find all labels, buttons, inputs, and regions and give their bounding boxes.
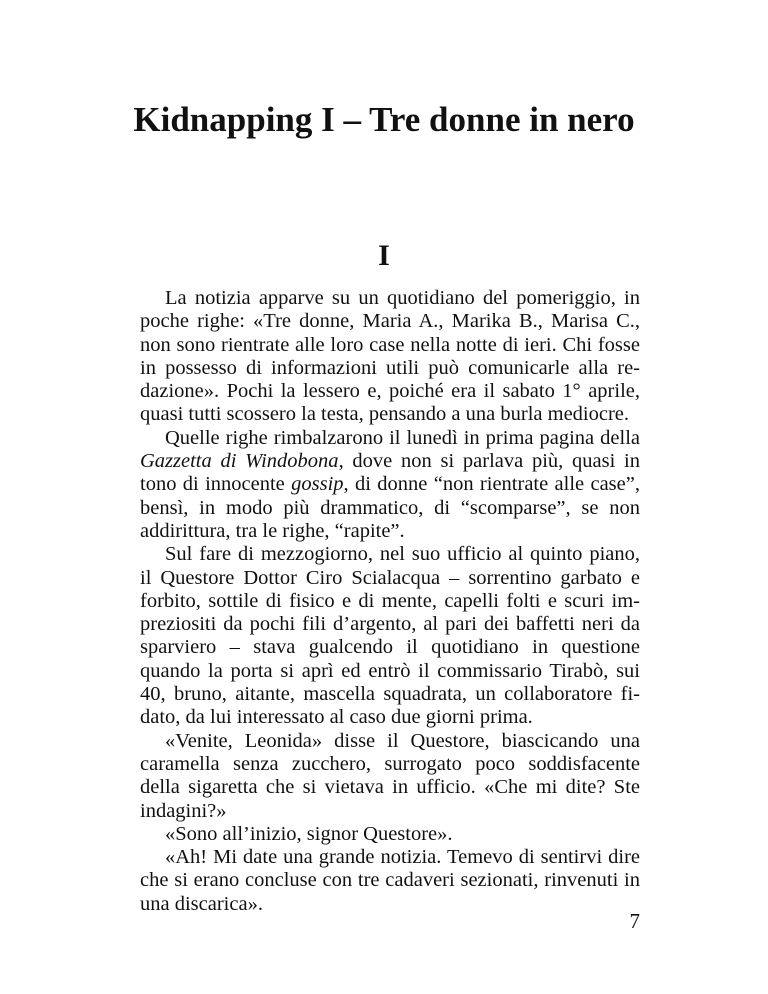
paragraph — [140, 846, 640, 916]
paragraph-text: , di donne “non rientrate alle case”, bensì, in modo più drammatico, di “scomparse”, se non addirittura, tra le righe, “rapite”. — [140, 473, 640, 542]
paragraph — [140, 730, 640, 823]
chapter-heading: I — [378, 239, 390, 272]
page-title: Kidnapping I – Tre donne in nero — [133, 100, 635, 139]
paragraph — [140, 287, 640, 427]
paragraph — [140, 543, 640, 729]
paragraph — [140, 427, 640, 543]
paragraph-text: «Ah! Mi date una grande notizia. Temevo di sentirvi dire che si erano concluse con tre cadaveri sezionati, rinvenuti in una discarica». — [140, 846, 640, 915]
paragraph-text: Sul fare di mezzogiorno, nel suo ufficio al quinto piano, il Questore Dottor Ciro Scialacqua – sorrentino garbato e forbito, sottile di fisico e di mente, capelli folti e scuri impreziositi da pochi fili d’argento, al pari dei baffetti neri da sparviero – stava gualcendo il quotidiano in questione quando la porta si aprì ed entrò il commissario Tirabò, sui 40, bruno, aitante, mascella squadrata, un collaboratore fidato, da lui interessato al caso due giorni prima. — [140, 543, 640, 729]
paragraph-text: La notizia apparve su un quotidiano del pomeriggio, in poche righe: «Tre donne, Maria A., Marika B., Marisa C., non sono rientrate alle loro case nella notte di ieri. Chi fosse in possesso di informazioni utili può comunicarle alla redazione». Pochi la lessero e, poiché era il sabato 1° aprile, quasi tutti scossero la testa, pensando a una burla mediocre. — [140, 287, 640, 426]
italic-text: gossip — [291, 473, 344, 496]
paragraph — [140, 823, 640, 846]
paragraph-text: «Sono all’inizio, signor Questore». — [165, 822, 453, 845]
italic-text: Gazzetta di Windobona — [140, 450, 339, 473]
paragraph-text: Quelle righe rimbalzarono il lunedì in prima pagina della — [165, 426, 640, 449]
page-number: 7 — [629, 909, 640, 933]
body-text — [140, 287, 640, 916]
paragraph-text: , dove non si parlava più, quasi in tono di innocente — [140, 450, 640, 496]
paragraph-text: «Venite, Leonida» disse il Questore, biascicando una caramella senza zucchero, surrogato poco soddisfacente della sigaretta che si vietava in ufficio. «Che mi dite? Ste indagini?» — [140, 729, 640, 822]
